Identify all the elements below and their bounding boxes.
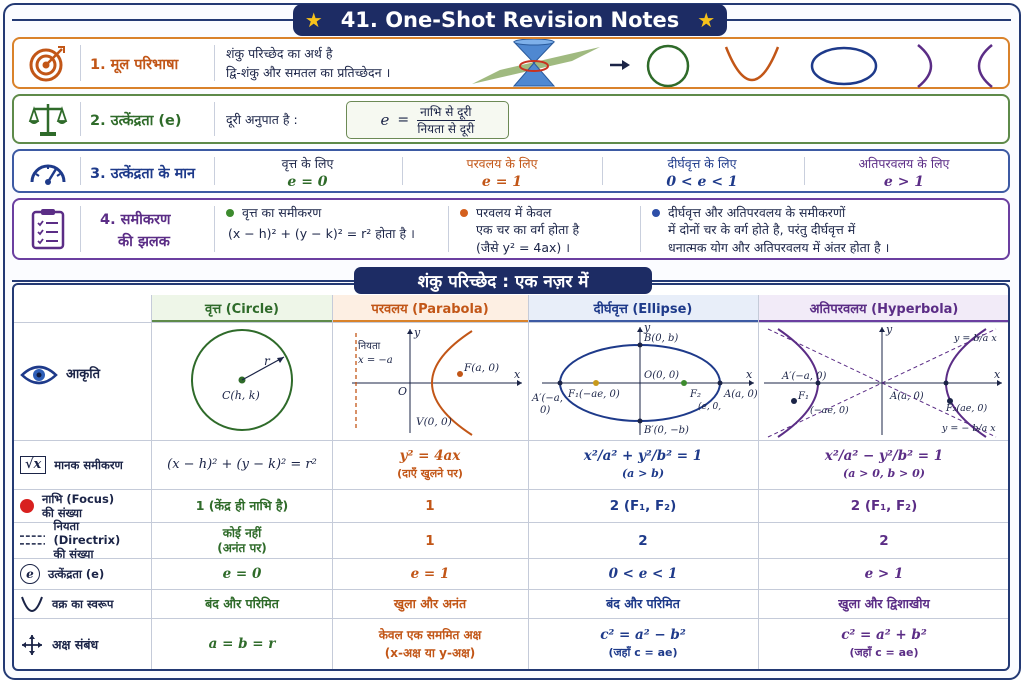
row4-c2b: एक चर का वर्ग होता है <box>476 222 580 237</box>
row4-c2a: परवलय में केवल <box>476 205 552 220</box>
svg-text:(e, 0,: (e, 0, <box>698 402 722 412</box>
svg-text:r: r <box>264 354 270 368</box>
row4-heading-b: की झलक <box>118 234 170 250</box>
svg-text:x: x <box>994 368 1001 381</box>
dir-hyperbola: 2 <box>879 532 889 549</box>
dashed-lines-icon <box>20 533 45 547</box>
ellipse-diagram <box>528 323 758 440</box>
curve-ellipse: बंद और परिमित <box>606 596 680 611</box>
dir-circle: कोई नहीं (अनंत पर) <box>217 525 267 555</box>
formula-numerator: नाभि से दूरी <box>417 104 474 121</box>
svg-text:A(a, 0): A(a, 0) <box>724 389 758 400</box>
ecc-circle: वृत्त के लिए e = 0 <box>281 155 334 190</box>
row2-heading: 2. उत्केंद्रता (e) <box>90 113 182 129</box>
svg-text:x: x <box>746 368 753 381</box>
svg-text:V(0, 0): V(0, 0) <box>416 416 452 428</box>
svg-text:F₂: F₂ <box>690 389 701 400</box>
row4-c3a: दीर्घवृत्त और अतिपरवलय के समीकरणों <box>668 205 846 220</box>
label-eccentricity: e उत्केंद्रता (e) <box>20 561 148 587</box>
svg-text:y = b/a x: y = b/a x <box>954 333 997 344</box>
svg-text:F(a, 0): F(a, 0) <box>464 362 500 374</box>
row1-heading: 1. मूल परिभाषा <box>90 57 179 73</box>
axis-circle: a = b = r <box>208 636 276 652</box>
row4-c1a: वृत्त का समीकरण <box>242 205 322 220</box>
svg-text:O(0, 0): O(0, 0) <box>644 370 680 381</box>
eq-hyperbola: x²/a² − y²/b² = 1 (a > 0, b > 0) <box>824 448 944 480</box>
gauge-icon <box>22 151 74 191</box>
svg-text:F₁: F₁ <box>798 391 809 402</box>
comparison-table <box>12 283 1010 671</box>
svg-text:नियता: नियता <box>358 341 381 352</box>
svg-text:A(a, 0): A(a, 0) <box>890 391 924 402</box>
svg-text:0): 0) <box>540 405 551 416</box>
row4-heading-a: 4. समीकरण <box>100 212 171 228</box>
ecc-row-circle: e = 0 <box>222 566 262 582</box>
svg-text:x: x <box>514 368 521 381</box>
label-standard-eq: √x मानक समीकरण <box>20 445 148 485</box>
svg-text:A′(−a,: A′(−a, <box>532 393 563 404</box>
row4-c1b: (x − h)² + (y − k)² = r² होता है । <box>228 226 415 241</box>
row4-c2c: (जैसे y² = 4ax) । <box>476 240 571 255</box>
page-title <box>293 4 727 36</box>
eye-icon <box>20 362 58 388</box>
label-directrix: नियता (Directrix) की संख्या <box>20 524 148 556</box>
foci-ellipse: 2 (F₁, F₂) <box>609 498 677 514</box>
hyperbola-diagram <box>758 323 1010 440</box>
label-curve: वक्र का स्वरूप <box>20 591 148 617</box>
axis-ellipse: c² = a² − b² (जहाँ c = ae) <box>600 627 686 659</box>
section2-title: शंकु परिच्छेद : एक नज़र में <box>354 267 652 294</box>
star-icon: ★ <box>697 8 716 32</box>
dir-ellipse: 2 <box>638 532 648 549</box>
eq-ellipse: x²/a² + y²/b² = 1 (a > b) <box>583 448 703 480</box>
equals-sign: = <box>397 112 410 128</box>
circle-diagram <box>152 323 332 440</box>
parabola-diagram <box>332 323 528 440</box>
header-circle: वृत्त (Circle) <box>152 295 332 322</box>
curve-icon <box>20 595 44 613</box>
section-rule-right <box>652 280 1010 282</box>
row-equation-glimpse <box>12 198 1010 260</box>
row2-lead: दूरी अनुपात है : <box>226 112 298 127</box>
svg-text:y: y <box>414 326 421 339</box>
red-dot-icon <box>20 499 34 513</box>
ecc-ellipse: दीर्घवृत्त के लिए 0 < e < 1 <box>666 155 738 190</box>
balance-scale-icon <box>22 96 74 142</box>
row-eccentricity <box>12 94 1010 144</box>
row-basic-definition <box>12 37 1010 89</box>
header-ellipse: दीर्घवृत्त (Ellipse) <box>528 295 758 322</box>
ecc-row-hyperbola: e > 1 <box>864 566 904 582</box>
svg-text:A′(−a, 0): A′(−a, 0) <box>782 371 827 382</box>
orange-bullet-icon <box>460 209 468 217</box>
axis-parabola: केवल एक सममित अक्ष (x-अक्ष या y-अक्ष) <box>378 628 482 660</box>
svg-text:C(h, k): C(h, k) <box>222 389 260 402</box>
e-circle-icon: e <box>20 564 40 584</box>
blue-bullet-icon <box>652 209 660 217</box>
e-symbol: e <box>380 111 390 129</box>
formula-denominator: नियता से दूरी <box>417 121 475 136</box>
row4-c3b: में दोनों चर के वर्ग होते है, परंतु दीर्घवृत्त में <box>668 222 856 237</box>
eq-parabola: y² = 4ax (दाएँ खुलने पर) <box>397 448 463 480</box>
square-root-icon: √x <box>20 456 46 474</box>
conic-shapes-illustration <box>462 39 1012 89</box>
foci-circle: 1 (केंद्र ही नाभि है) <box>195 498 289 513</box>
section-rule-left <box>12 280 354 282</box>
foci-hyperbola: 2 (F₁, F₂) <box>850 498 918 514</box>
axes-arrows-icon <box>20 633 44 657</box>
svg-text:F₂(ae, 0): F₂(ae, 0) <box>946 403 988 414</box>
eccentricity-formula <box>346 101 509 139</box>
row1-line1: शंकु परिच्छेद का अर्थ है <box>226 46 333 61</box>
eq-circle: (x − h)² + (y − k)² = r² <box>167 457 317 472</box>
row4-c3c: धनात्मक योग और अतिपरवलय में अंतर होता है । <box>668 240 890 255</box>
ecc-row-ellipse: 0 < e < 1 <box>608 566 678 582</box>
svg-text:F₁(−ae, 0): F₁(−ae, 0) <box>568 389 620 400</box>
star-icon: ★ <box>304 8 323 32</box>
label-focus: नाभि (Focus) की संख्या <box>20 491 148 521</box>
header-hyperbola: अतिपरवलय (Hyperbola) <box>758 295 1010 322</box>
row1-line2: द्वि-शंकु और समतल का प्रतिच्छेदन । <box>226 65 391 80</box>
dir-parabola: 1 <box>425 532 435 549</box>
curve-parabola: खुला और अनंत <box>393 596 467 611</box>
title-rule-left <box>12 19 293 21</box>
svg-text:B(0, b): B(0, b) <box>644 333 679 344</box>
ecc-hyperbola: अतिपरवलय के लिए e > 1 <box>858 155 950 190</box>
svg-text:x = −a: x = −a <box>358 355 393 366</box>
ecc-row-parabola: e = 1 <box>410 566 450 582</box>
target-icon <box>22 39 74 87</box>
svg-text:y: y <box>644 323 651 334</box>
title-rule-right <box>727 19 1011 21</box>
green-bullet-icon <box>226 209 234 217</box>
svg-text:(−ae, 0): (−ae, 0) <box>810 405 849 416</box>
curve-circle: बंद और परिमित <box>205 596 279 611</box>
svg-text:O: O <box>398 385 408 398</box>
page-title-text: 41. One-Shot Revision Notes <box>340 8 680 32</box>
svg-text:y: y <box>886 323 893 336</box>
svg-text:y = − b/a x: y = − b/a x <box>942 423 996 434</box>
axis-hyperbola: c² = a² + b² (जहाँ c = ae) <box>841 627 927 659</box>
row3-heading: 3. उत्केंद्रता के मान <box>90 166 196 182</box>
header-parabola: परवलय (Parabola) <box>332 295 528 322</box>
clipboard-checklist-icon <box>22 200 74 258</box>
label-axis: अक्ष संबंध <box>20 623 148 667</box>
curve-hyperbola: खुला और द्विशाखीय <box>838 596 930 611</box>
row-eccentricity-values <box>12 149 1010 193</box>
label-shape: आकृति <box>20 345 148 405</box>
svg-text:B′(0, −b): B′(0, −b) <box>644 425 689 436</box>
ecc-parabola: परवलय के लिए e = 1 <box>466 155 538 190</box>
foci-parabola: 1 <box>425 498 435 514</box>
